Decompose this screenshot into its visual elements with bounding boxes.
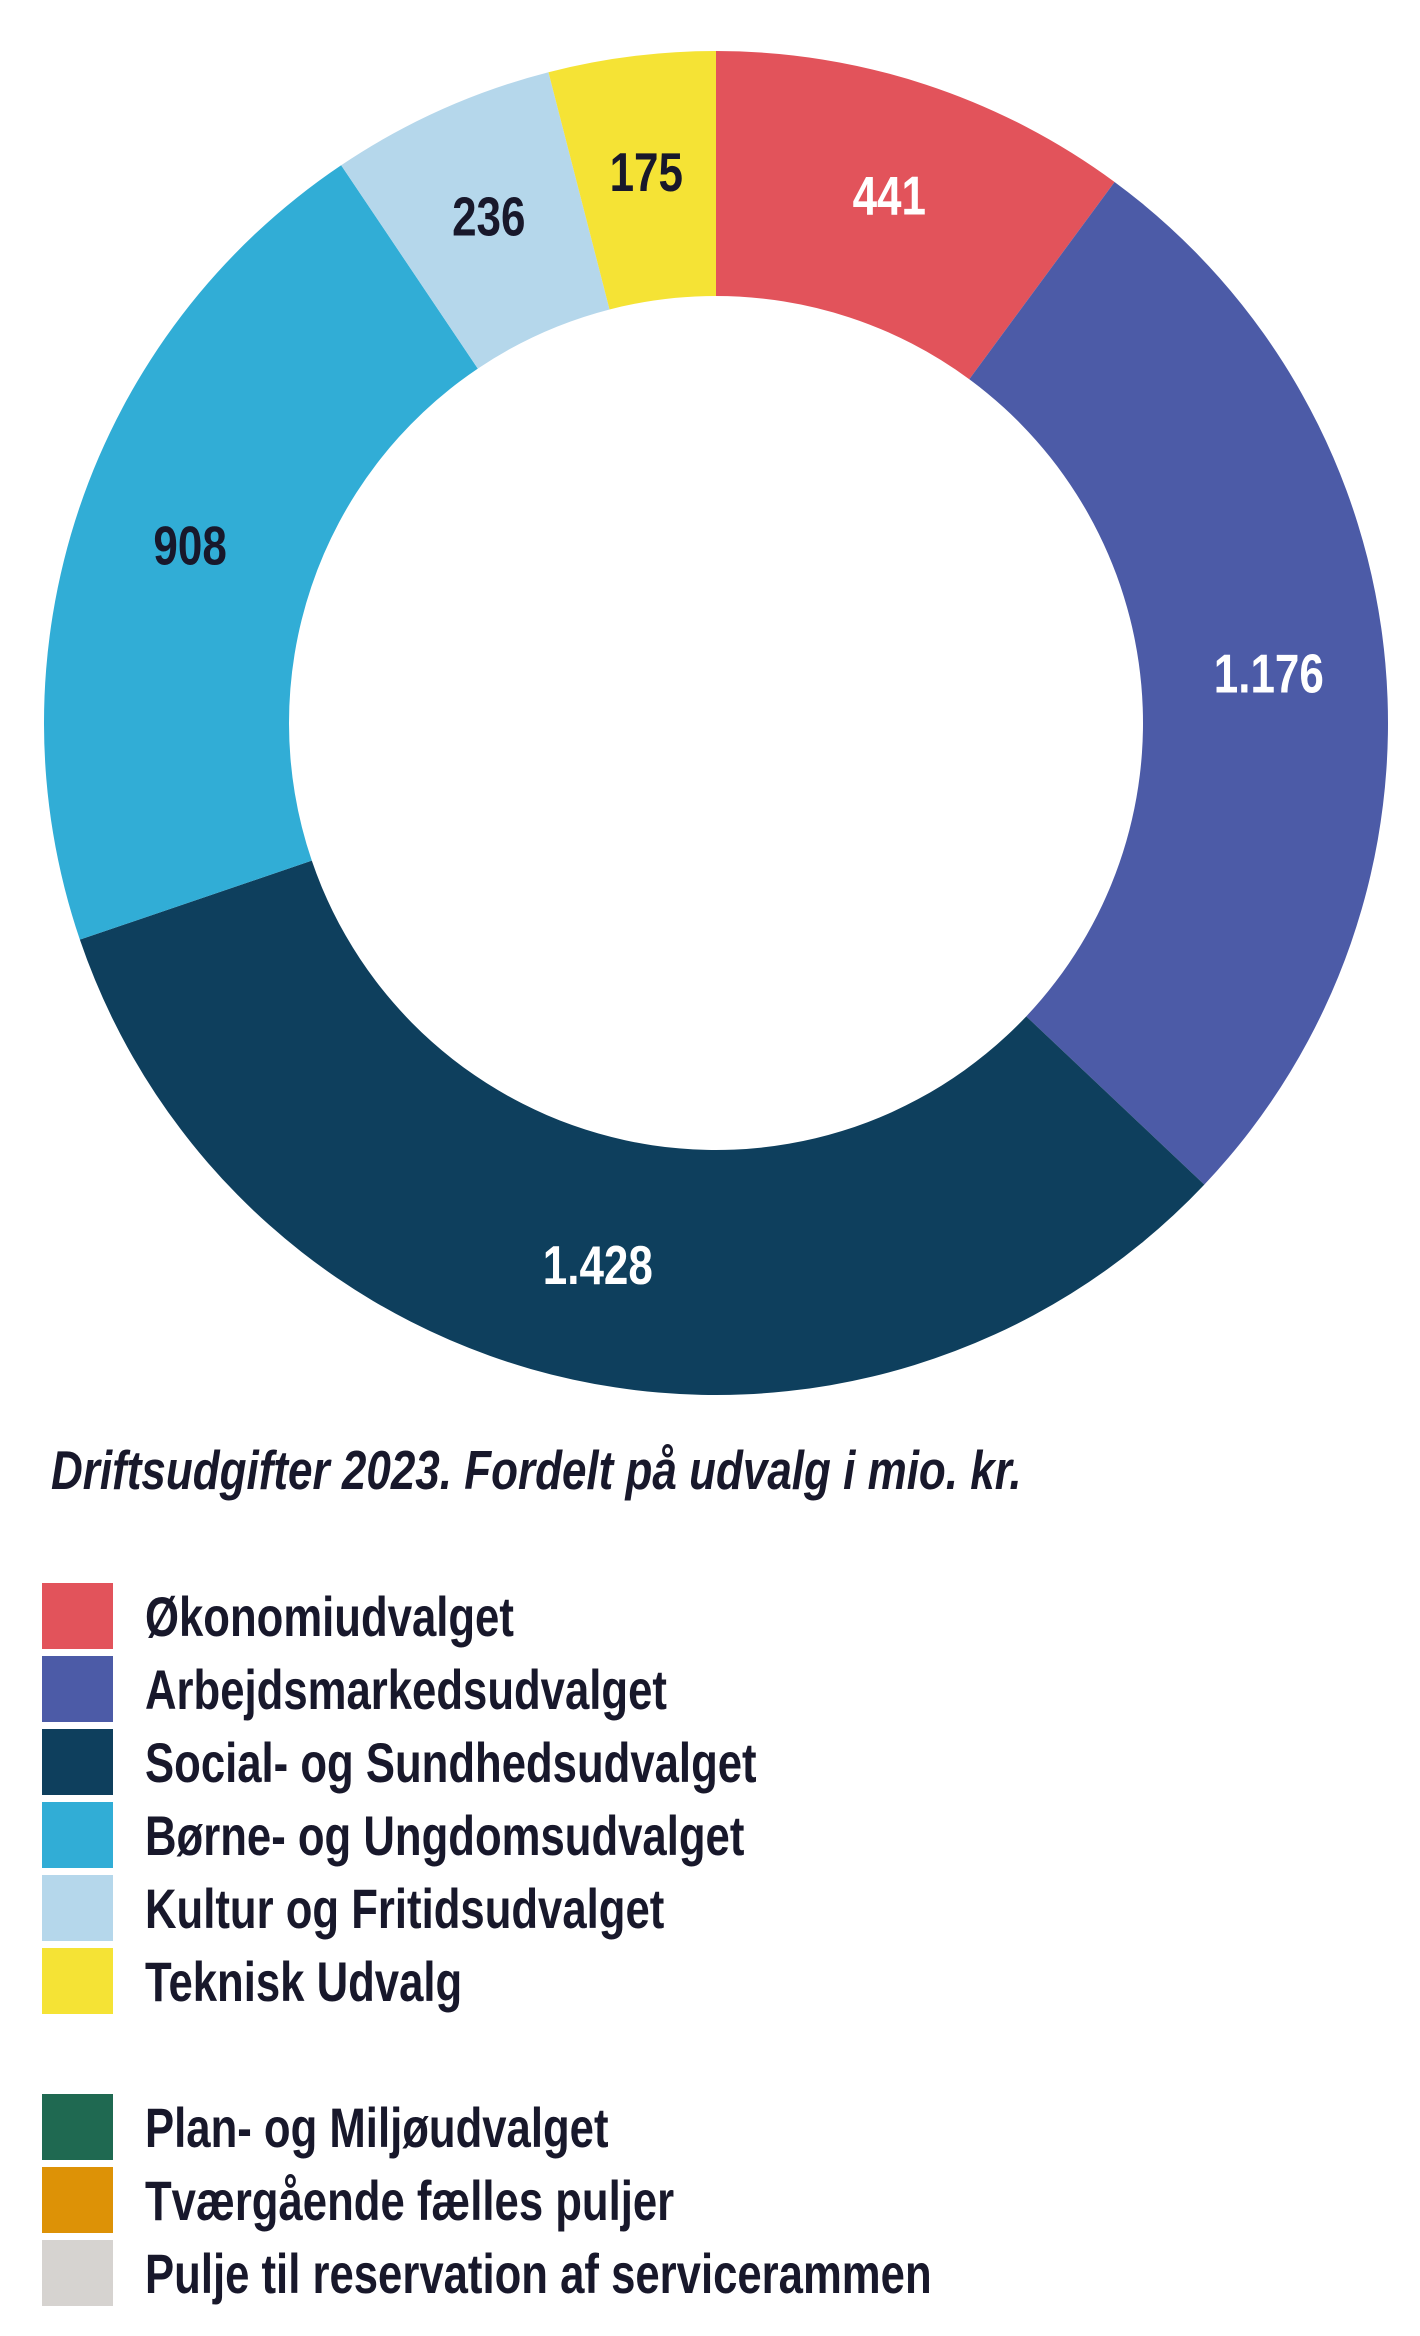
donut-slice [80, 861, 1204, 1395]
legend-item [42, 1802, 929, 1868]
legend-item-label: Teknisk Udvalg [145, 1949, 463, 2013]
legend-swatch [42, 1729, 113, 1795]
legend-item [42, 1583, 929, 1649]
slice-value-label: 236 [452, 185, 526, 248]
legend-item [42, 2167, 1154, 2233]
legend-item-label: Økonomiudvalget [145, 1584, 514, 1648]
legend-item [42, 1729, 929, 1795]
slice-value-label: 175 [609, 141, 684, 204]
legend-item-label: Tværgående fælles puljer [145, 2168, 675, 2232]
legend-item [42, 2240, 1154, 2306]
legend-swatch [42, 2094, 113, 2160]
chart-caption: Driftsudgifter 2023. Fordelt på udvalg i mio. kr. [51, 1439, 1022, 1501]
legend-swatch [42, 1656, 113, 1722]
slice-value-label: 441 [852, 164, 927, 227]
legend-item-label: Arbejdsmarkedsudvalget [145, 1657, 667, 1721]
legend-group-primary [42, 1583, 929, 2021]
legend-item-label: Social- og Sundhedsudvalget [145, 1730, 757, 1794]
slice-value-label: 1.428 [542, 1234, 653, 1297]
legend-item-label: Børne- og Ungdomsudvalget [145, 1803, 745, 1867]
legend-item-label: Plan- og Miljøudvalget [145, 2095, 609, 2159]
legend-swatch [42, 1875, 113, 1941]
legend-item-label: Pulje til reservation af servicerammen [145, 2241, 932, 2305]
legend-item [42, 1656, 929, 1722]
legend-group-secondary [42, 2094, 1154, 2313]
legend-swatch [42, 1583, 113, 1649]
legend-item [42, 1875, 929, 1941]
legend-swatch [42, 2240, 113, 2306]
legend-swatch [42, 2167, 113, 2233]
legend-item-label: Kultur og Fritidsudvalget [145, 1876, 665, 1940]
legend-item [42, 2094, 1154, 2160]
donut-slice [44, 165, 478, 939]
slice-value-label: 908 [153, 514, 227, 577]
legend-swatch [42, 1948, 113, 2014]
legend-item [42, 1948, 929, 2014]
slice-value-label: 1.176 [1213, 642, 1324, 705]
legend-swatch [42, 1802, 113, 1868]
